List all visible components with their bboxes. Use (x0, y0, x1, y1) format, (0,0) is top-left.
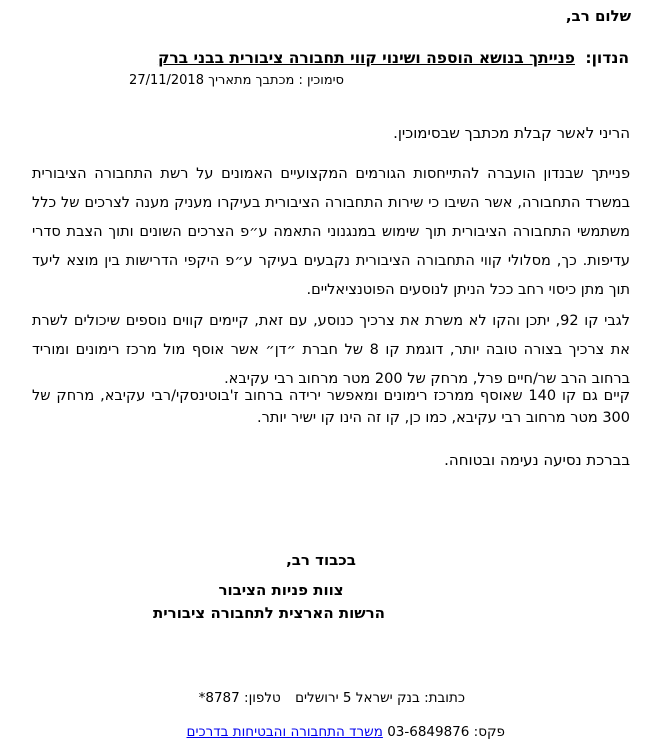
body-paragraph-3: קיים גם קו 140 שאוסף ממרכז רימונים ומאפשר ירידה ברחוב ז'בוטינסקי/רבי עקיבא, מרחק של 300 מטר מרחוב רבי עקיבא, כמו כן, קו זה הינו קו ישיר יותר. (32, 388, 631, 426)
reference-label: סימוכין : (298, 73, 344, 88)
closing-paragraph: בברכת נסיעה נעימה ובטוחה. (444, 451, 630, 469)
subject-line (30, 49, 629, 67)
reference-date: 27/11/2018 (129, 73, 204, 88)
fax-label: פקס: (473, 724, 505, 740)
phone-number: *8787 (198, 690, 240, 706)
signature-block (150, 549, 420, 625)
greeting-text: שלום רב, (565, 7, 631, 25)
signature-salutation: בכבוד רב, (286, 551, 356, 569)
subject-label: הנדון: (585, 49, 629, 67)
signature-team: צוות פניות הציבור (218, 581, 344, 599)
address-label: כתובת: (424, 690, 465, 706)
address-text: בנק ישראל 5 ירושלים (295, 690, 420, 706)
subject-text: פנייתך בנושא הוספה ושינוי קווי תחבורה ציבורית בבני ברק (157, 49, 575, 67)
fax-number: 03-6849876 (387, 724, 470, 740)
reference-text: מכתבך מתאריך (208, 73, 295, 88)
phone-label: טלפון: (244, 690, 281, 706)
reference-line (129, 73, 344, 88)
footer-address-line (199, 690, 465, 706)
opening-paragraph: הריני לאשר קבלת מכתבך שבסימוכין. (393, 124, 630, 142)
footer-fax-line (187, 724, 506, 740)
signature-org: הרשות הארצית לתחבורה ציבורית (153, 604, 385, 622)
ministry-link[interactable]: משרד התחבורה והבטיחות בדרכים (186, 724, 383, 740)
body-paragraph-1: פנייתך שבנדון הועברה להתייחסות הגורמים המקצועיים האמונים על רשת התחבורה הציבורית במשרד התחבורה, אשר השיבו כי שירות התחבורה הציבורית בעיקרו מעניק מענה לצרכים של כלל משתמשי התחבורה הציבורית תוך שימוש במנגנוני התאמה ע״פ הצרכים השונים ותוך הצבת סדרי עדיפות. כך, מסלולי קווי התחבורה הציבורית נקבעים בעיקר ע״פ היקפי הדרישות בין מוצא ליעד תוך מתן כיסוי רחב ככל הניתן לנוסעים הפוטנציאליים. (32, 166, 630, 298)
body-paragraph-2: לגבי קו 92, יתכן והקו לא משרת את צרכיך כנוסע, עם זאת, קיימים קווים נוספים שיכולים לשרת את צרכיך בצורה טובה יותר, דוגמת קו 8 של חברת ״דן״ אשר אוסף מול מרכז רימונים ומוריד ברחוב הרב שר/חיים פרל, מרחק של 200 מטר מרחוב רבי עקיבא. (32, 313, 631, 387)
